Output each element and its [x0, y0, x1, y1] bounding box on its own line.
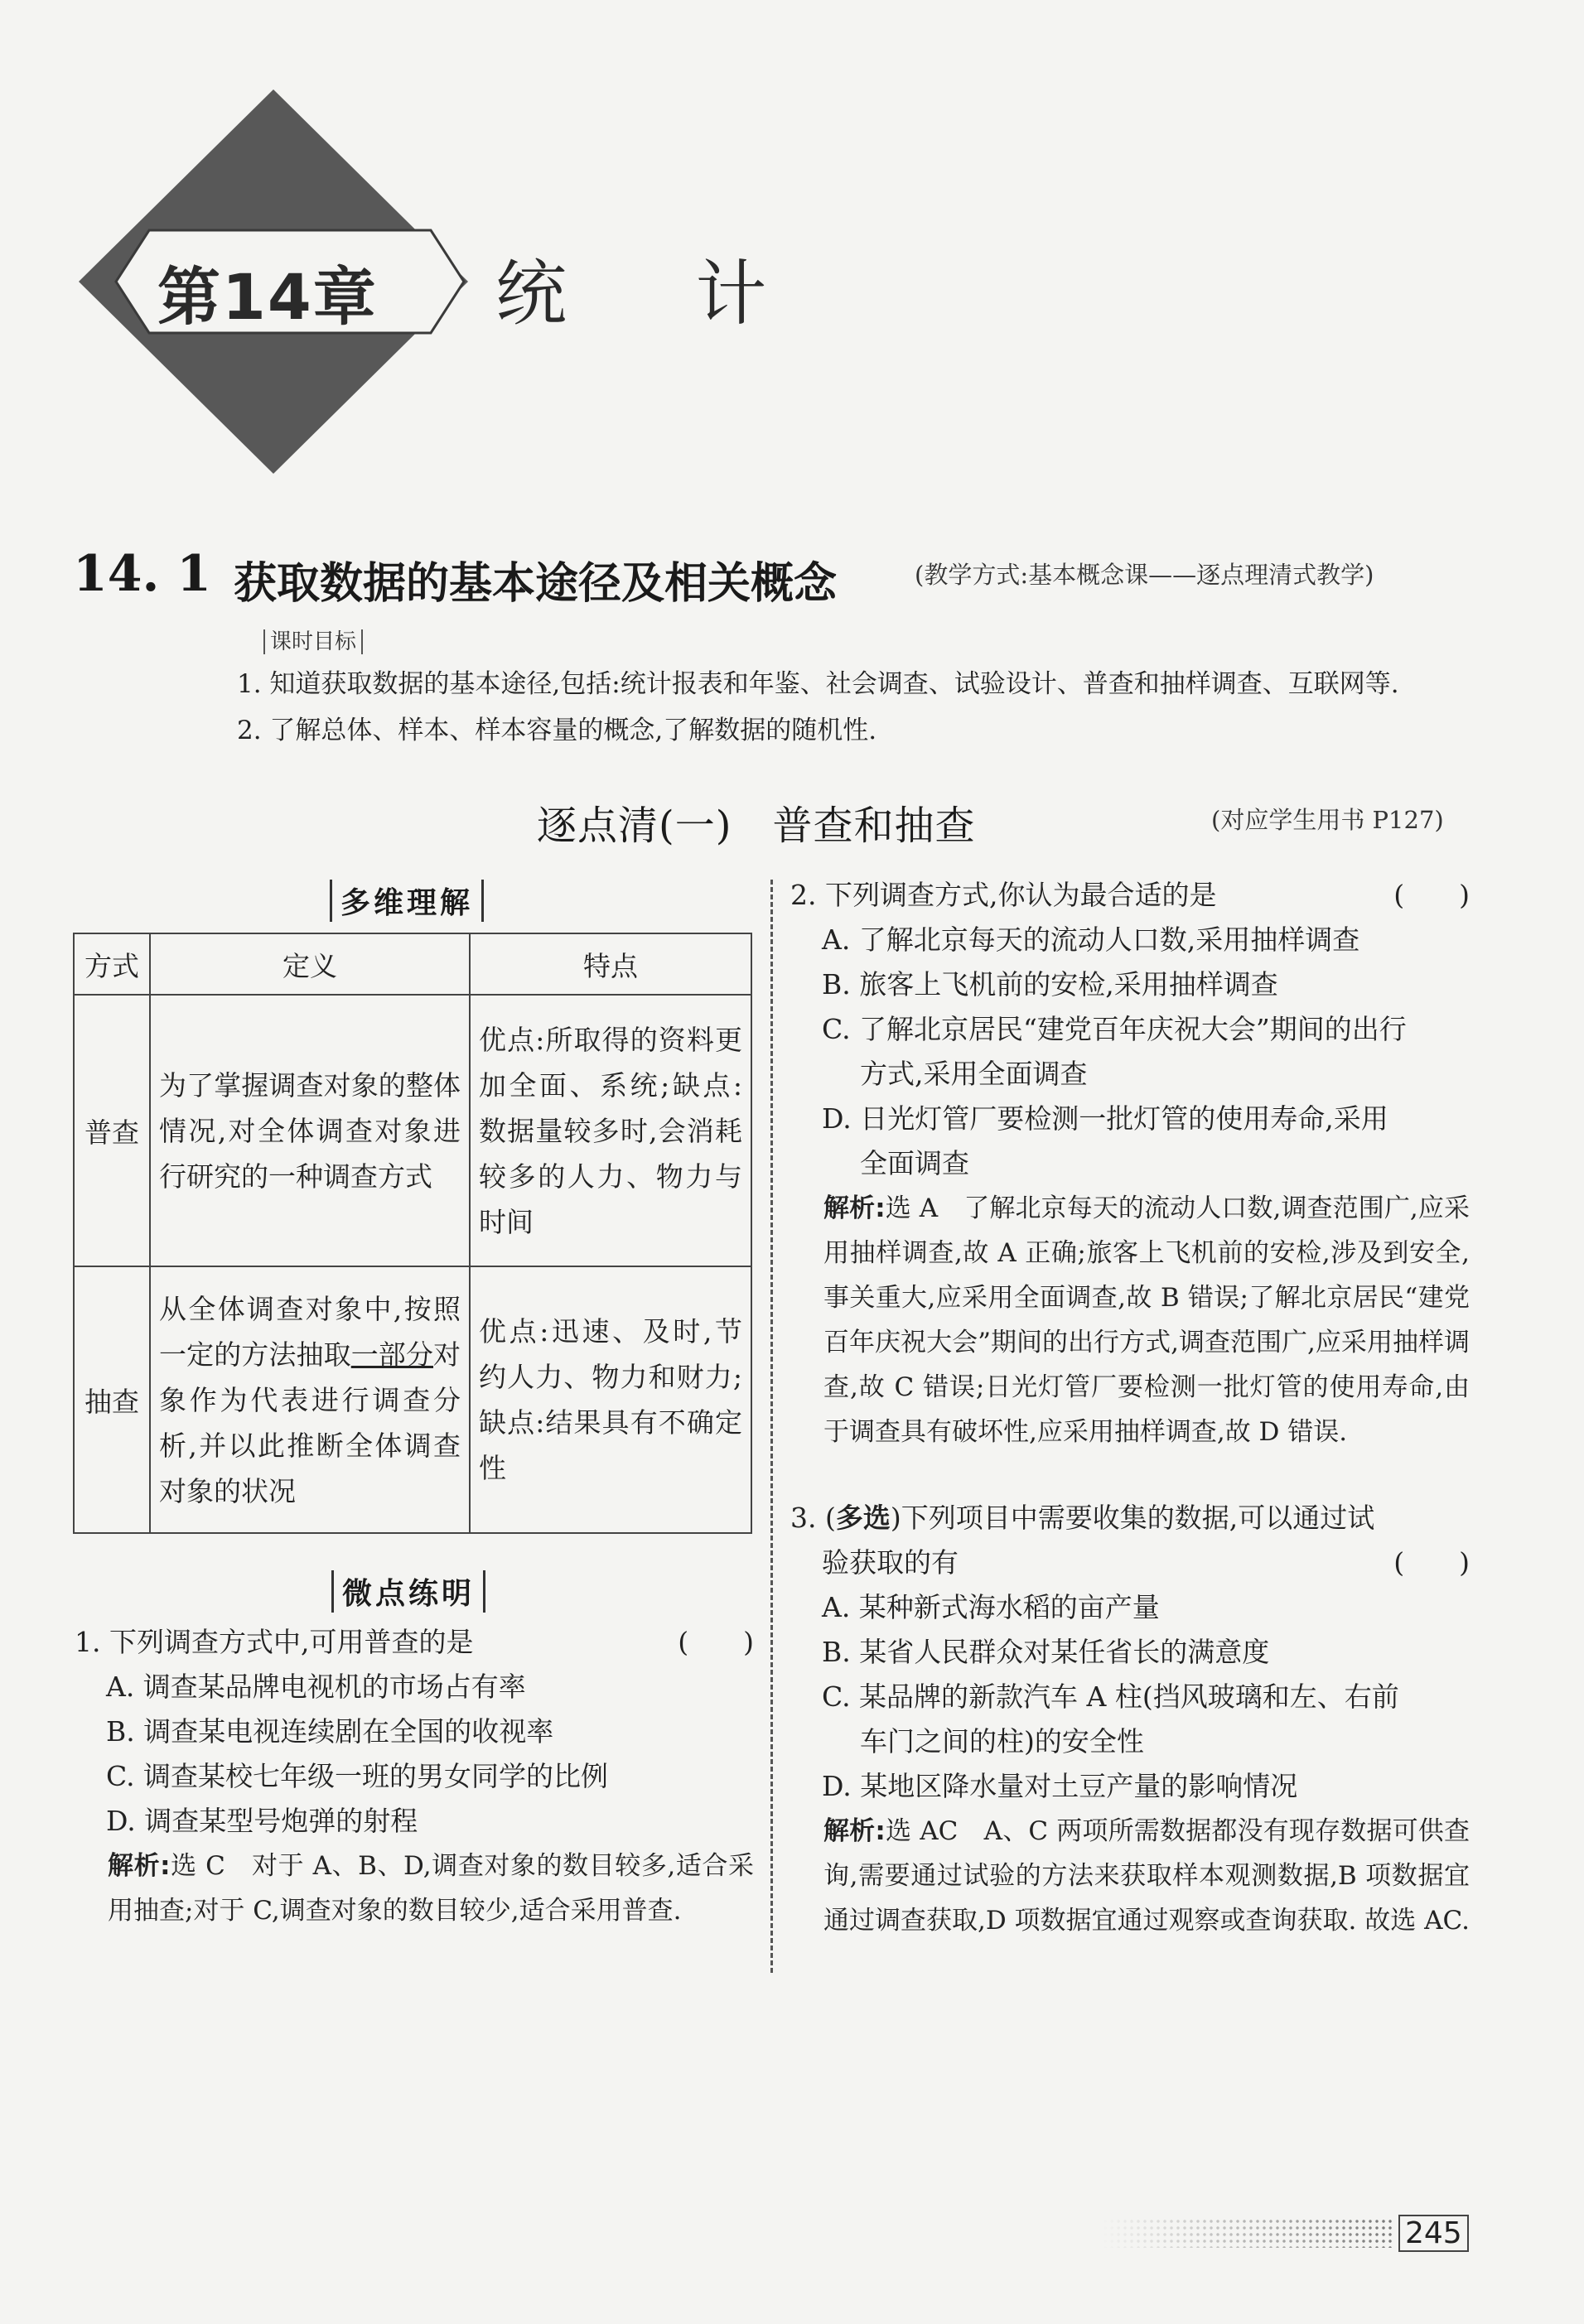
option-d: D. 日光灯管厂要检测一批灯管的使用寿命,采用: [822, 1102, 1388, 1135]
section-number: 14. 1: [73, 545, 212, 603]
option-c: C. 某品牌的新款汽车 A 柱(挡风玻璃和左、右前: [822, 1680, 1399, 1713]
column-divider: [770, 880, 773, 1973]
option-d: D. 调查某型号炮弹的射程: [106, 1805, 418, 1837]
lesson-goal-2: 2. 了解总体、样本、样本容量的概念,了解数据的随机性.: [237, 716, 877, 745]
question-2: [790, 873, 1470, 1454]
lesson-goals-tag: 课时目标: [263, 624, 363, 655]
question-stem: 2. 下列调查方式,你认为最合适的是 ( ): [790, 879, 1470, 911]
analysis: 解析:选 AC A、C 两项所需数据都没有现存数据可供查询,需要通过试验的方法来获取样本观测数据,B 项数据宜通过调查获取,D 项数据宜通过观察或查询获取. 故选 AC.: [823, 1816, 1470, 1936]
question-stem: 3. (多选)下列项目中需要收集的数据,可以通过试: [790, 1502, 1375, 1534]
option-a: A. 了解北京每天的流动人口数,采用抽样调查: [822, 923, 1360, 956]
option-c-continued: 方式,采用全面调查: [860, 1058, 1088, 1090]
option-b: B. 调查某电视连续剧在全国的收视率: [106, 1715, 554, 1748]
question-3: [790, 1496, 1470, 1943]
option-a: A. 某种新式海水稻的亩产量: [822, 1591, 1160, 1623]
table-cell-definition: 从全体调查对象中,按照一定的方法抽取一部分对象作为代表进行调查分析,并以此推断全体调查对象的状况: [150, 1266, 470, 1533]
survey-comparison-table: [73, 933, 752, 1534]
chapter-label: 第14章: [157, 260, 378, 334]
practice-heading: 微点练明: [331, 1570, 485, 1613]
footer-dot-pattern: [1102, 2218, 1392, 2248]
option-b: B. 旅客上飞机前的安检,采用抽样调查: [822, 968, 1278, 1000]
table-header-features: 特点: [470, 933, 751, 995]
table-row: [74, 1266, 751, 1533]
question-stem-continued: 验获取的有 ( ): [822, 1546, 1470, 1579]
section-teaching-note: (教学方式:基本概念课——逐点理清式教学): [915, 561, 1374, 589]
table-cell-definition: 为了掌握调查对象的整体情况,对全体调查对象进行研究的一种调查方式: [150, 995, 470, 1266]
table-cell-features: 优点:迅速、及时,节约人力、物力和财力;缺点:结果具有不确定性: [470, 1266, 751, 1533]
section-title: 获取数据的基本途径及相关概念: [234, 559, 838, 609]
option-c-continued: 车门之间的柱)的安全性: [860, 1725, 1144, 1757]
lesson-goal-1: 1. 知道获取数据的基本途径,包括:统计报表和年鉴、社会调查、试验设计、普查和抽样调查、互联网等.: [237, 669, 1399, 699]
multi-select-tag: 多选: [835, 1502, 891, 1534]
option-c: C. 了解北京居民“建党百年庆祝大会”期间的出行: [822, 1013, 1407, 1045]
student-book-reference: (对应学生用书 P127): [1211, 806, 1444, 834]
question-stem: 1. 下列调查方式中,可用普查的是 ( ): [75, 1626, 754, 1658]
question-1: [75, 1620, 754, 1933]
option-d-continued: 全面调查: [860, 1147, 969, 1179]
option-a: A. 调查某品牌电视机的市场占有率: [106, 1671, 526, 1703]
table-cell-mode: 抽查: [74, 1266, 150, 1533]
chapter-title: 统 计: [495, 253, 820, 335]
option-c: C. 调查某校七年级一班的男女同学的比例: [106, 1760, 609, 1792]
table-cell-features: 优点:所取得的资料更加全面、系统;缺点:数据量较多时,会消耗较多的人力、物力与时间: [470, 995, 751, 1266]
analysis: 解析:选 C 对于 A、B、D,调查对象的数目较多,适合采用抽查;对于 C,调查对象的数目较少,适合采用普查.: [108, 1851, 754, 1926]
underlined-text: 一部分: [350, 1338, 434, 1371]
table-row: [74, 995, 751, 1266]
table-cell-mode: 普查: [74, 995, 150, 1266]
understanding-heading: 多维理解: [330, 880, 484, 922]
table-header-mode: 方式: [74, 933, 150, 995]
table-header-definition: 定义: [150, 933, 470, 995]
point-heading: 逐点清(一) 普查和抽查: [537, 803, 976, 849]
page-number: 245: [1398, 2215, 1469, 2252]
analysis: 解析:选 A 了解北京每天的流动人口数,调查范围广,应采用抽样调查,故 A 正确;旅客上飞机前的安检,涉及到安全,事关重大,应采用全面调查,故 B 错误;了解北京居民“建党百年庆祝大会”期间的出行方式,调查范围广,应采用抽样调查,故 C 错误;日光灯管厂要检测一批灯管的使用寿命,由于调查具有破坏性,应采用抽样调查,故 D 错误.: [823, 1193, 1470, 1447]
option-d: D. 某地区降水量对土豆产量的影响情况: [822, 1770, 1298, 1802]
option-b: B. 某省人民群众对某任省长的满意度: [822, 1636, 1270, 1668]
table-header-row: [74, 933, 751, 995]
